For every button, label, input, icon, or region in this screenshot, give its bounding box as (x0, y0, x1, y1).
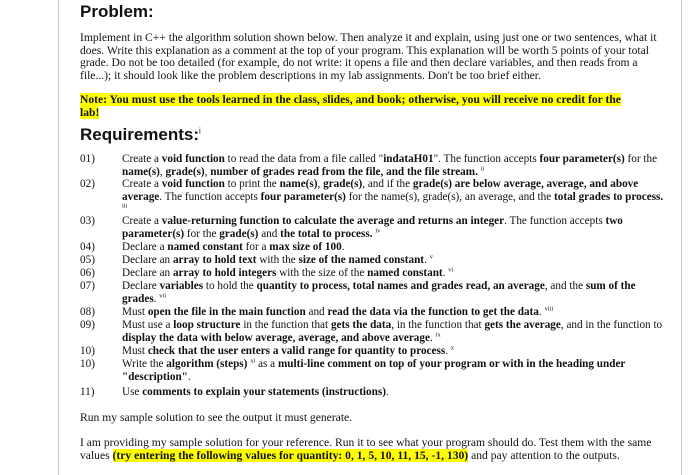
requirement-text: Create a void function to read the data from a file called "indataH01". The function accepts four parameter(s) for the name(s), grade(s), number of grades read from the file, and the file stream. $^{ii}$ (122, 153, 658, 178)
requirement-text: Declare an array to hold integers with the size of the named constant. $^{vi}$ (122, 266, 454, 279)
requirement-number: 09) (80, 319, 95, 331)
requirement-number: 03) (80, 215, 95, 227)
requirement-text: Create a void function to print the name(s), grade(s), and if the grade(s) are below average, average, and above average. The function accepts four parameter(s) for the name(s), grade(s), an average, and the total grades to process. $^{iii}$ (122, 178, 664, 210)
note-callout (80, 93, 625, 119)
requirement-number: 02) (80, 178, 95, 190)
requirement-number: 04) (80, 241, 95, 253)
closing-paragraph: I am providing my sample solution for your reference. Run it to see what your program should do. Test them with the same values (try entering the following values for quantity: 0, 1, 5, 10, 11, 15, -1, 130) and pay attention to the outputs. (80, 436, 652, 462)
requirements-heading-text: Requirements: (80, 125, 200, 144)
requirement-number: 08) (80, 306, 95, 318)
problem-heading: Problem: (80, 2, 154, 21)
requirement-number: 06) (80, 267, 95, 279)
requirement-text: Declare a named constant for a max size of 100. (122, 241, 345, 253)
requirement-text: Declare an array to hold text with the size of the named constant. $^v$ (122, 253, 433, 266)
requirement-text: Must check that the user enters a valid range for quantity to process. $^x$ (122, 344, 455, 357)
requirements-heading (80, 125, 201, 145)
requirement-number: 01) (80, 153, 95, 165)
requirement-text: Use comments to explain your statements (instructions). (122, 386, 389, 398)
intro-paragraph: Implement in C++ the algorithm solution shown below. Then analyze it and explain, using just one or two sentences, what it does. Write this explanation as a comment at the top of your program. This explanation will be worth 5 points of your total grade. Do not be too detailed (for example, do not write: it opens a file and then declare variables, and then reads from a file...); it should look like the problem descriptions in my lab assignments. Don't be too brief either. (80, 31, 657, 82)
requirement-number: 07) (80, 280, 95, 292)
document-page (58, 0, 682, 475)
requirement-text: Create a value-returning function to calculate the average and returns an integer. The function accepts two parameter(s) for the grade(s) and the total to process. $^{iv}$ (122, 215, 623, 240)
requirements-marker: i (199, 126, 201, 136)
requirement-number: 10) (80, 345, 95, 357)
requirement-text: Declare variables to hold the quantity to process, total names and grades read, an average, and the sum of the grades. $^{vii}$ (122, 280, 636, 305)
requirement-text: Write the algorithm (steps) $^{xi}$ as a multi-line comment on top of your program or with in the heading under "description". (122, 357, 626, 383)
requirement-number: 10) (80, 358, 95, 370)
note-text: Note: You must use the tools learned in the class, slides, and book; otherwise, you will receive no credit for the lab! (80, 93, 621, 119)
requirement-text: Must open the file in the main function and read the data via the function to get the data. $^{viii}$ (122, 305, 554, 318)
run-instruction: Run my sample solution to see the output it must generate. (80, 411, 353, 424)
requirement-number: 11) (80, 386, 95, 398)
requirement-text: Must use a loop structure in the function that gets the data, in the function that gets the average, and in the function to display the data with below average, average, and above average. $^{ix}$ (122, 319, 663, 344)
test-values-highlight: (try entering the following values for quantity: 0, 1, 5, 10, 11, 15, -1, 130) (112, 448, 469, 462)
requirement-number: 05) (80, 254, 95, 266)
